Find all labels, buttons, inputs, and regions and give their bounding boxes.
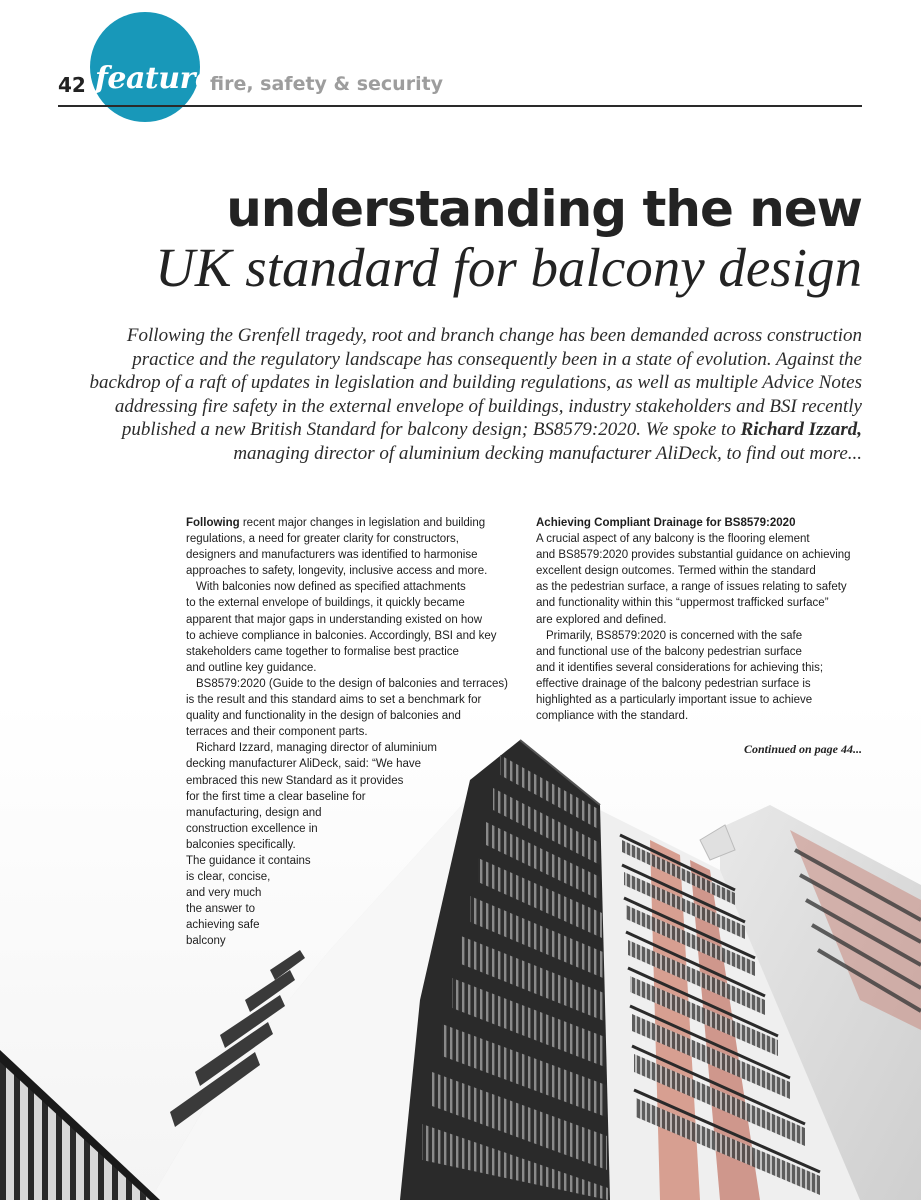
- page-number: 42: [58, 73, 86, 97]
- body-line: approaches to safety, longevity, inclusive access and more.: [186, 565, 488, 578]
- body-line: and very much: [186, 887, 262, 900]
- body-line: compliance with the standard.: [536, 710, 689, 723]
- body-line: effective drainage of the balcony pedestrian surface is: [536, 677, 811, 690]
- headline-subtitle: UK standard for balcony design: [155, 237, 862, 298]
- body-line: terraces and their component parts.: [186, 726, 368, 739]
- body-line: apparent that major gaps in understanding existed on how: [186, 613, 483, 626]
- standfirst-line: [42, 418, 862, 442]
- standfirst-line: Following the Grenfell tragedy, root and branch change has been demanded across construction: [126, 325, 862, 346]
- body-line: achieving safe: [186, 919, 260, 932]
- body-line: A crucial aspect of any balcony is the flooring element: [536, 533, 810, 546]
- body-line: Richard Izzard, managing director of aluminium: [196, 742, 437, 755]
- body-line: decking manufacturer AliDeck, said: “We have: [186, 758, 422, 771]
- body-line: regulations, a need for greater clarity for constructors,: [186, 533, 459, 546]
- standfirst-line: addressing fire safety in the external envelope of buildings, industry stakeholders and BSI recently: [114, 395, 862, 417]
- body-line: [186, 515, 508, 531]
- body-line: to the external envelope of buildings, it quickly became: [186, 597, 465, 610]
- subheading: [536, 515, 851, 531]
- body-line: is the result and this standard aims to set a benchmark for: [186, 694, 482, 707]
- body-line: is clear, concise,: [186, 871, 271, 884]
- body-line: manufacturing, design and: [186, 806, 322, 819]
- body-line: quality and functionality in the design of balconies and: [186, 710, 461, 723]
- body-line: and it identifies several considerations for achieving this;: [536, 661, 824, 674]
- section-label: fire, safety & security: [210, 73, 444, 95]
- interviewee-name: Richard Izzard,: [740, 419, 862, 441]
- standfirst: [42, 324, 862, 466]
- body-line: as the pedestrian surface, a range of issues relating to safety: [536, 581, 847, 594]
- body-line: excellent design outcomes. Termed within the standard: [536, 565, 816, 578]
- body-line: to achieve compliance in balconies. Accordingly, BSI and key: [186, 629, 497, 642]
- body-line: are explored and defined.: [536, 613, 667, 626]
- body-line: The guidance it contains: [186, 854, 311, 867]
- subheading-text: Achieving Compliant Drainage for BS8579:2020: [536, 517, 796, 529]
- body-line: the answer to: [186, 903, 256, 916]
- article-column-right: [536, 515, 851, 724]
- body-line: and BS8579:2020 provides substantial guidance on achieving: [536, 549, 851, 562]
- body-line: highlighted as a particularly important issue to achieve: [536, 694, 813, 707]
- standfirst-text: published a new British Standard for balcony design; BS8579:2020. We spoke to: [121, 419, 736, 441]
- standfirst-line: practice and the regulatory landscape has consequently been in a state of evolution. Against the: [132, 348, 862, 370]
- body-line: construction excellence in: [186, 822, 318, 835]
- standfirst-line: backdrop of a raft of updates in legislation and building regulations, as well as multiple Advice Notes: [89, 372, 862, 394]
- headline: understanding the new: [226, 180, 862, 238]
- body-line: With balconies now defined as specified attachments: [196, 581, 466, 594]
- feature-label: feature: [95, 61, 214, 96]
- body-line: for the first time a clear baseline for: [186, 790, 366, 803]
- body-line: balcony: [186, 935, 226, 948]
- body-text: recent major changes in legislation and building: [239, 517, 486, 529]
- body-line: BS8579:2020 (Guide to the design of balconies and terraces): [196, 677, 508, 690]
- body-line: Primarily, BS8579:2020 is concerned with the safe: [546, 629, 803, 642]
- body-line: balconies specifically.: [186, 838, 296, 851]
- body-line: designers and manufacturers was identified to harmonise: [186, 549, 478, 562]
- body-line: and outline key guidance.: [186, 661, 317, 674]
- article-column-left: [186, 515, 508, 950]
- body-line: and functional use of the balcony pedestrian surface: [536, 645, 802, 658]
- standfirst-line: managing director of aluminium decking manufacturer AliDeck, to find out more...: [233, 442, 862, 464]
- header-divider: [58, 105, 862, 107]
- body-line: and functionality within this “uppermost trafficked surface”: [536, 597, 829, 610]
- body-line: stakeholders came together to formalise best practice: [186, 645, 459, 658]
- continued-note: Continued on page 44...: [743, 742, 862, 756]
- body-line: embraced this new Standard as it provides: [186, 774, 404, 787]
- lead-word: Following: [186, 517, 240, 529]
